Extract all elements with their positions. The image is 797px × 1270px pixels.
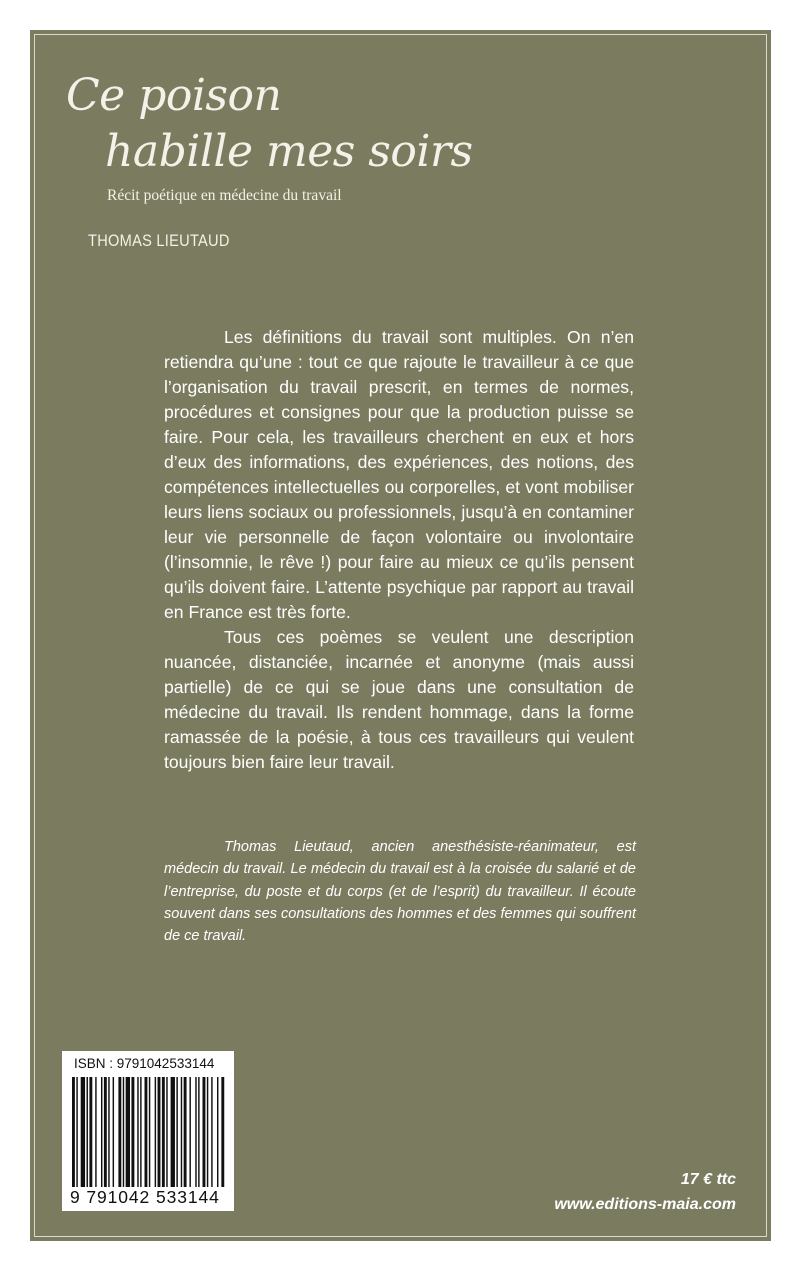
blurb-paragraph: Les définitions du travail sont multiples. On n’en retiendra qu’une : tout ce que rajoute le travailleur à ce que l’organisation du travail prescrit, en termes de normes, procédures et consignes pour que la production puisse se faire. Pour cela, les travailleurs cherchent en eux et hors d’eux des informations, des expériences, des notions, des compétences intellectuelles ou corporelles, et vont mobiliser leurs liens sociaux ou professionnels, jusqu’à en contaminer leur vie personnelle de façon volontaire ou involontaire (l’insomnie, le rêve !) pour faire au mieux ce qu’ils pensent qu’ils doivent faire. L’attente psychique par rapport au travail en France est très forte. [164, 327, 634, 622]
book-title-line-2: habille mes soirs [105, 126, 473, 177]
price: 17 € ttc [680, 1171, 736, 1188]
publisher-website: www.editions-maia.com [554, 1196, 736, 1213]
barcode-digits: 9 791042 533144 [70, 1187, 220, 1207]
author-name: THOMAS LIEUTAUD [88, 231, 230, 250]
blurb [164, 325, 634, 775]
author-bio: Thomas Lieutaud, ancien anesthésiste-réanimateur, est médecin du travail. Le médecin du travail est à la croisée du salarié et de l’entreprise, du poste et du corps (et de l’esprit) du travailleur. Il écoute souvent dans ses consultations des hommes et des femmes qui souffrent de ce travail. [164, 839, 636, 945]
back-cover [30, 30, 771, 1241]
barcode-panel [62, 1051, 234, 1211]
book-title-line-1: Ce poison [66, 70, 282, 121]
book-subtitle: Récit poétique en médecine du travail [107, 187, 342, 204]
blurb-paragraph: Tous ces poèmes se veulent une description nuancée, distanciée, incarnée et anonyme (mais aussi partielle) de ce qui se joue dans une consultation de médecine du travail. Ils rendent hommage, dans la forme ramassée de la poésie, à tous ces travailleurs qui veulent toujours bien faire leur travail. [164, 627, 634, 772]
isbn-label: ISBN : 9791042533144 [74, 1056, 215, 1071]
